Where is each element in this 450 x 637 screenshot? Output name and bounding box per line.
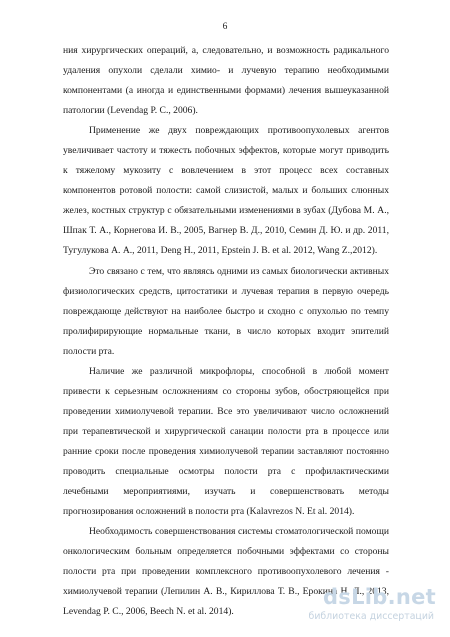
watermark-tagline: библиотека диссертаций xyxy=(308,611,434,622)
paragraph-5: Необходимость совершенствования системы стоматологической помощи онкологическим больным определяется побочными эффектами со стороны полости рта при проведении комплексного противоопухолевого лечения - химиолучевой терапии (Лепилин А. В., Кириллова Т. В., Ерокина Н. Л., 2013, Levendag P. C., 2006, Beech N. et al. 2014). xyxy=(63,526,389,618)
paragraph-2: Применение же двух повреждающих противоопухолевых агентов увеличивает частоту и тяжесть побочных эффектов, которые могут приводить к тяжелому мукозиту с вовлечением в этот процесс всех составных компонентов ротовой полости: самой слизистой, малых и больших слюнных желез, костных структур с обязательными изменениями в зубах (Дубова М. А., Шпак Т. А., Корнегова И. В., 2005, Вагнер В. Д., 2010, Семин Д. Ю. и др. 2011, Тугулукова А. А., 2011, Deng H., 2011, Epstein J. B. et al. 2012, Wang Z.,2012). xyxy=(63,125,389,257)
paragraph-3: Это связано с тем, что являясь одними из самых биологически активных физиологических средств, цитостатики и лучевая терапия в первую очередь повреждающе действуют на наиболее быстро и сходно с опухолью по темпу пролифирирующие нормальные ткани, в число которых входит эпителий полости рта. xyxy=(63,265,389,357)
paragraph-1: ния хирургических операций, а, следовательно, и возможность радикального удаления опухоли сделали химио- и лучевую терапию необходимыми компонентами (а иногда и единственными формами) лечения вышеуказанной патологии (Levendag P. C., 2006). xyxy=(63,45,389,117)
document-body xyxy=(63,41,389,622)
paragraph-4: Наличие же различной микрофлоры, способной в любой момент привести к серьезным осложнениям со стороны зубов, обостряющейся при проведении химиолучевой терапии. Все это увеличивают число осложнений при терапевтической и хирургической санации полости рта в процессе или ранние сроки после проведения химиолучевой терапии заставляют постоянно проводить специальные осмотры полости рта с профилактическими лечебными мероприятиями, изучать и совершенствовать методы прогнозирования осложнений в полости рта (Kalavrezos N. Et al. 2014). xyxy=(63,365,389,518)
watermark xyxy=(236,585,436,627)
page-number: 6 xyxy=(222,22,228,32)
watermark-logo: dsLib.net xyxy=(322,585,436,609)
